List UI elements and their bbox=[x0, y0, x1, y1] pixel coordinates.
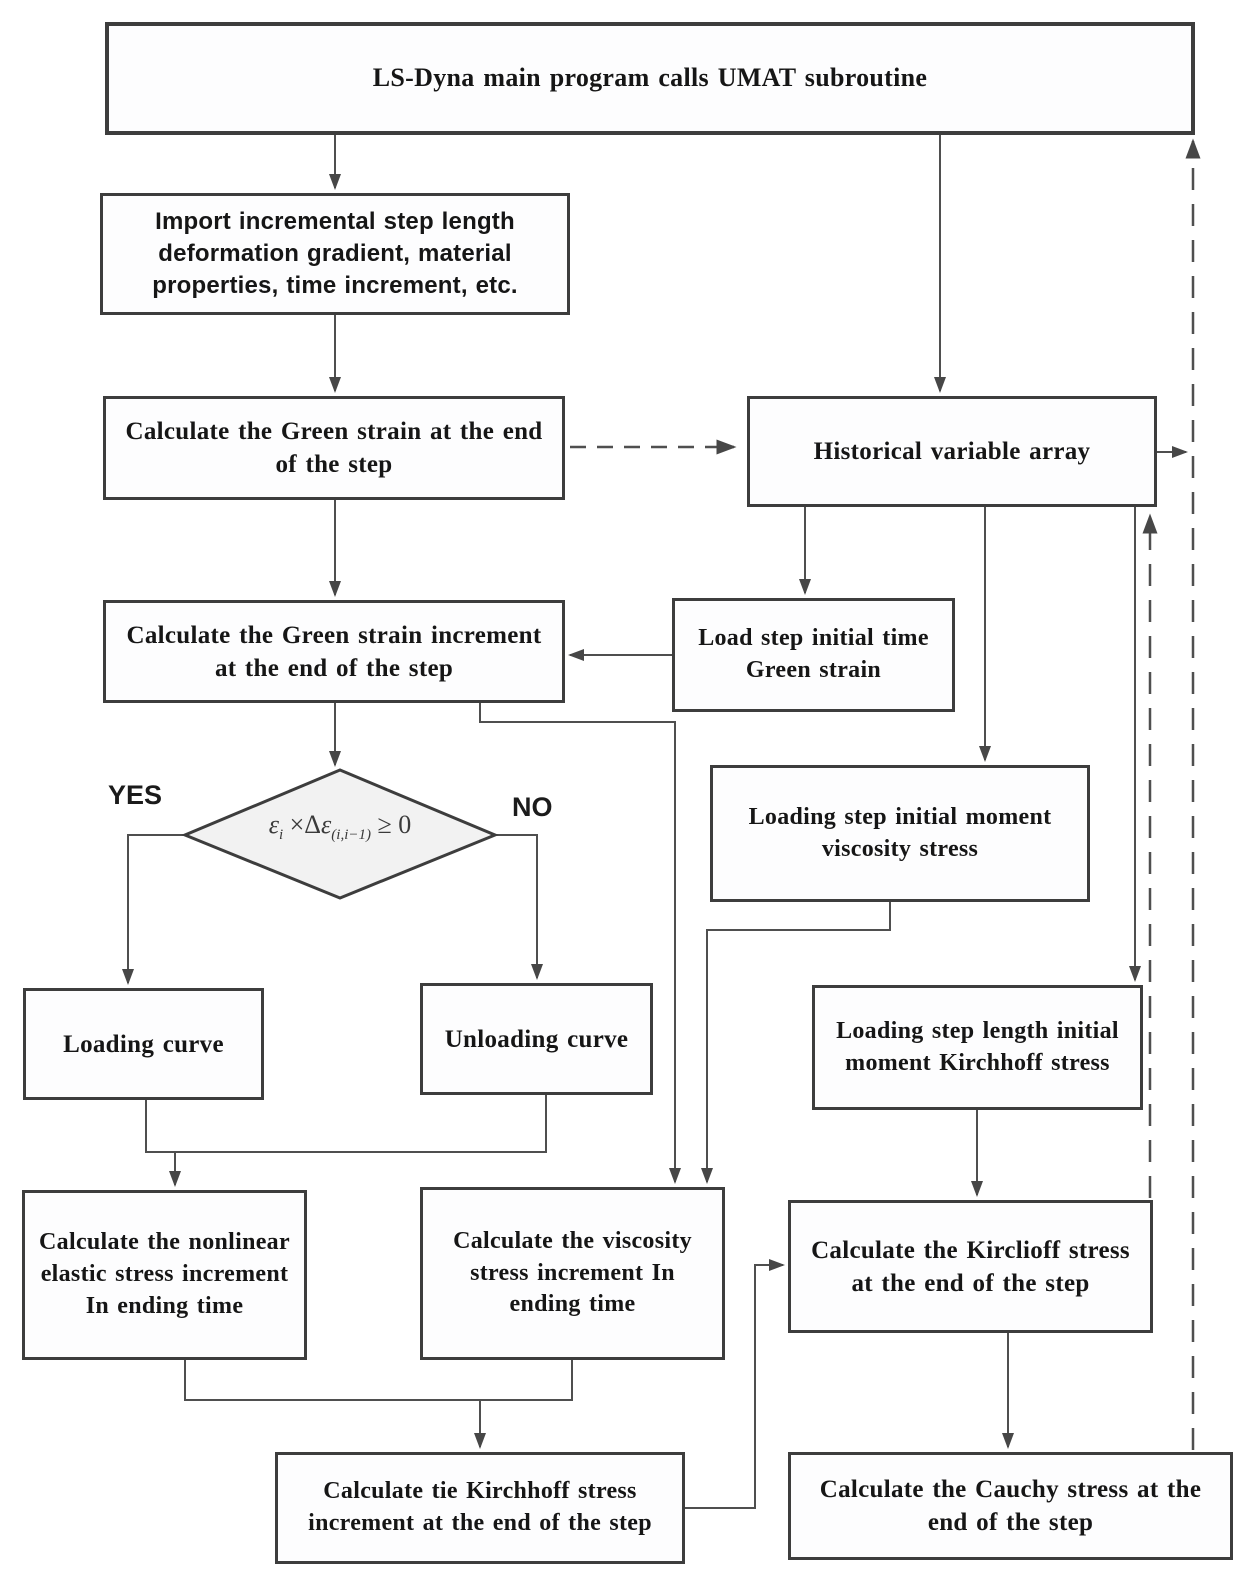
node-historical-array bbox=[747, 396, 1157, 507]
node-calc-nonlinear-elastic bbox=[22, 1190, 307, 1360]
node-calc-green-strain-increment-label: Calculate the Green strain increment at the end of the step bbox=[126, 621, 542, 682]
label-yes-text: YES bbox=[108, 780, 163, 810]
node-loading-curve-label: Loading curve bbox=[63, 1030, 224, 1058]
node-calc-green-strain bbox=[103, 396, 565, 500]
label-no bbox=[512, 792, 553, 823]
formula-epsilon-2: ε bbox=[321, 810, 332, 839]
formula-operator: ×Δ bbox=[283, 810, 322, 839]
node-kirchhoff-initial-stress bbox=[812, 985, 1143, 1110]
label-yes bbox=[108, 780, 162, 811]
connector-calc-merge-bus bbox=[185, 1360, 572, 1400]
node-main-program bbox=[105, 22, 1195, 135]
node-historical-array-label: Historical variable array bbox=[813, 438, 1091, 465]
node-unloading-curve-label: Unloading curve bbox=[444, 1025, 629, 1053]
decision-formula bbox=[200, 810, 480, 844]
node-calc-viscosity-increment-label: Calculate the viscosity stress increment In ending time bbox=[453, 1227, 692, 1318]
node-import-data bbox=[100, 193, 570, 315]
connector-curves-merge-bus bbox=[146, 1095, 546, 1152]
formula-epsilon-1: ε bbox=[268, 810, 279, 839]
node-calc-cauchy bbox=[788, 1452, 1233, 1560]
node-unloading-curve bbox=[420, 983, 653, 1095]
node-calc-green-strain-label: Calculate the Green strain at the end of the step bbox=[125, 418, 543, 478]
label-no-text: NO bbox=[512, 792, 553, 822]
node-calc-green-strain-increment bbox=[103, 600, 565, 703]
node-calc-kirchhoff-end-label: Calculate the Kirclioff stress at the end of the step bbox=[811, 1236, 1130, 1297]
node-kirchhoff-initial-stress-label: Loading step length initial moment Kirchhoff stress bbox=[836, 1017, 1119, 1076]
node-load-step-green-strain bbox=[672, 598, 955, 712]
node-load-step-green-strain-label: Load step initial time Green strain bbox=[698, 625, 929, 683]
formula-sub-2: (i,i−1) bbox=[331, 827, 371, 844]
node-calc-kirchhoff-increment-label: Calculate tie Kirchhoff stress increment at the end of the step bbox=[308, 1478, 652, 1536]
node-loading-curve bbox=[23, 988, 264, 1100]
node-viscosity-initial-stress-label: Loading step initial moment viscosity stress bbox=[748, 803, 1052, 862]
node-calc-viscosity-increment bbox=[420, 1187, 725, 1360]
node-calc-cauchy-label: Calculate the Cauchy stress at the end of the step bbox=[819, 1476, 1202, 1536]
node-import-data-label: Import incremental step length deformation gradient, material properties, time increment, etc. bbox=[152, 208, 518, 299]
connector-increment-to-viscosity-calc bbox=[480, 703, 675, 1182]
node-viscosity-initial-stress bbox=[710, 765, 1090, 902]
node-main-program-label: LS-Dyna main program calls UMAT subroutine bbox=[372, 63, 928, 93]
node-calc-kirchhoff-increment bbox=[275, 1452, 685, 1564]
connector-yes-to-loading-curve bbox=[128, 835, 187, 983]
node-calc-nonlinear-elastic-label: Calculate the nonlinear elastic stress increment In ending time bbox=[39, 1229, 290, 1319]
formula-sub-1: i bbox=[278, 827, 284, 844]
connector-no-to-unloading-curve bbox=[493, 835, 537, 978]
formula-comparison: ≥ 0 bbox=[370, 810, 412, 839]
node-calc-kirchhoff-end bbox=[788, 1200, 1153, 1333]
